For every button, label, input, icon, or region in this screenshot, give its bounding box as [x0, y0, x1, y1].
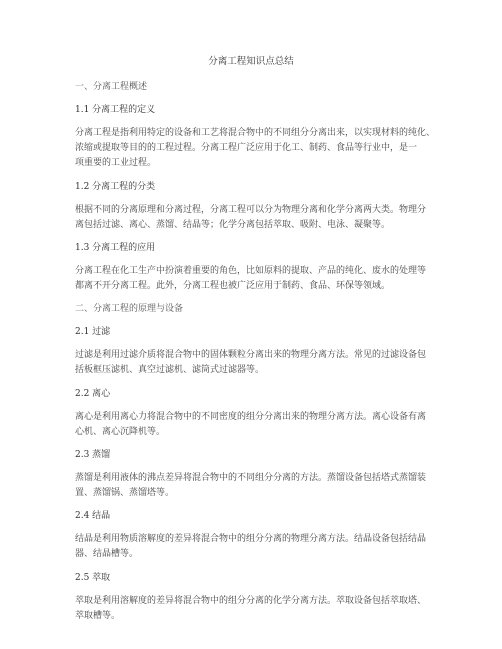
subsection-2-3-heading: 2.3 蒸馏: [75, 450, 111, 460]
paragraph-1-3-line-2: 都离不开分离工程。此外，分离工程也被广泛应用于制药、食品、环保等领域。: [75, 281, 391, 291]
subsection-1-1-heading: 1.1 分离工程的定义: [75, 105, 156, 115]
document-title: 分离工程知识点总结: [208, 56, 294, 67]
paragraph-1-3-line-1: 分离工程在化工生产中扮演着重要的角色，比如原料的提取、产品的纯化、废水的处理等: [75, 266, 427, 276]
paragraph-2-4-line-1: 结晶是利用物质溶解度的差异将混合物中的组分分离的物理分离方法。结晶设备包括结晶: [75, 534, 427, 544]
paragraph-1-1-line-3: 项重要的工业过程。: [75, 158, 157, 168]
paragraph-2-1-line-1: 过滤是利用过滤介质将混合物中的固体颗粒分离出来的物理分离方法。常见的过滤设备包: [75, 350, 427, 360]
section-2-heading: 二、分离工程的原理与设备: [75, 304, 184, 314]
paragraph-2-3-line-2: 置、蒸馏锅、蒸馏塔等。: [75, 488, 175, 498]
paragraph-2-5-line-2: 萃取槽等。: [75, 611, 121, 621]
subsection-2-2-heading: 2.2 离心: [75, 389, 111, 399]
paragraph-1-1-line-1: 分离工程是指利用特定的设备和工艺将混合物中的不同组分分离出来，以实现材料的纯化、: [75, 128, 436, 138]
paragraph-1-1-line-2: 浓缩或提取等目的的工程过程。分离工程广泛应用于化工、制药、食品等行业中，是一: [75, 143, 418, 153]
subsection-2-4-heading: 2.4 结晶: [75, 511, 111, 521]
paragraph-2-4-line-2: 器、结晶槽等。: [75, 549, 139, 559]
subsection-1-2-heading: 1.2 分离工程的分类: [75, 182, 156, 192]
subsection-2-5-heading: 2.5 萃取: [75, 573, 111, 583]
paragraph-2-1-line-2: 括板框压滤机、真空过滤机、滤筒式过滤器等。: [75, 365, 265, 375]
paragraph-2-5-line-1: 萃取是利用溶解度的差异将混合物中的组分分离的化学分离方法。萃取设备包括萃取塔、: [75, 596, 427, 606]
paragraph-2-3-line-1: 蒸馏是利用液体的沸点差异将混合物中的不同组分分离的方法。蒸馏设备包括塔式蒸馏装: [75, 473, 427, 483]
subsection-1-3-heading: 1.3 分离工程的应用: [75, 243, 156, 253]
paragraph-2-2-line-2: 心机、离心沉降机等。: [75, 427, 166, 437]
section-1-heading: 一、分离工程概述: [75, 82, 148, 92]
paragraph-1-2-line-1: 根据不同的分离原理和分离过程，分离工程可以分为物理分离和化学分离两大类。物理分: [75, 205, 427, 215]
paragraph-2-2-line-1: 离心是利用离心力将混合物中的不同密度的组分分离出来的物理分离方法。离心设备有离: [75, 412, 427, 422]
subsection-2-1-heading: 2.1 过滤: [75, 327, 111, 337]
paragraph-1-2-line-2: 离包括过滤、离心、蒸馏、结晶等；化学分离包括萃取、吸附、电泳、凝聚等。: [75, 220, 391, 230]
